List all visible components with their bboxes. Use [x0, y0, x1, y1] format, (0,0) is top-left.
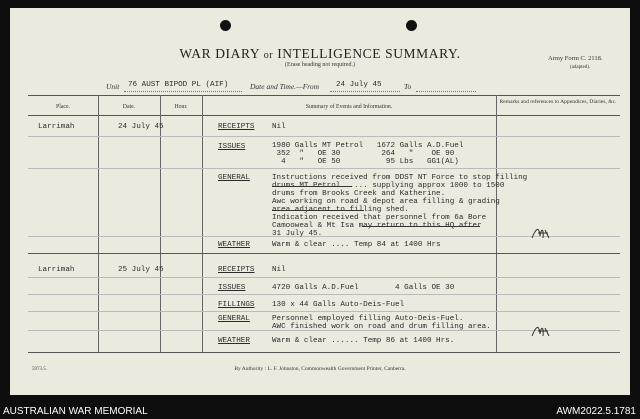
issues-label: ISSUES: [218, 143, 246, 151]
general-line-4: Awc working on road & depot area filling & grading: [272, 198, 500, 206]
date-to-label: To: [404, 82, 412, 91]
fillings-label: FILLINGS: [218, 301, 255, 309]
general-line-2: AWC finished work on road and drum filling area.: [272, 323, 491, 331]
general-label: GENERAL: [218, 315, 250, 323]
issues-label: ISSUES: [218, 284, 246, 292]
weather-label: WEATHER: [218, 337, 250, 345]
general-line-3: drums from Brooks Creek and Katherine.: [272, 190, 446, 198]
printer-authority: By Authority : L. F. Johnston, Commonwealth Government Printer, Canberra.: [234, 366, 406, 372]
general-line-6: Indication received that personnel from 6a Bore: [272, 214, 487, 222]
unit-label: Unit: [106, 82, 120, 91]
issues-line-1: 1980 Galls MT Petrol 1672 Galls A.D.Fuel: [272, 142, 464, 150]
form-code: 5973.5.: [32, 367, 47, 372]
column-remarks: Remarks and references to Appendices, Diaries, &c.: [499, 99, 617, 105]
issues-line-3: 4 " OE 50 95 Lbs GG1(AL): [272, 158, 459, 166]
weather-text: Warm & clear ...... Temp 86 at 1400 Hrs.: [272, 337, 455, 345]
general-label: GENERAL: [218, 174, 250, 182]
war-diary-sheet: [10, 8, 630, 395]
entry-place: Larrimah: [38, 266, 75, 274]
issues-line-2: 352 " OE 30 264 " OE 90: [272, 150, 455, 158]
weather-label: WEATHER: [218, 241, 250, 249]
receipts-text: Nil: [272, 266, 286, 274]
punch-hole-right: [406, 20, 417, 31]
issues-text: 4720 Galls A.D.Fuel 4 Galls OE 30: [272, 284, 455, 292]
column-place: Place.: [55, 104, 70, 110]
general-line-8: 31 July 45.: [272, 230, 323, 238]
column-summary: Summary of Events and Information.: [305, 104, 393, 110]
general-line-1: Personnel employed filling Auto-Deis-Fuel.: [272, 315, 464, 323]
receipts-text: Nil: [272, 123, 286, 131]
general-line-7: Camooweal & Mt Isa may return to this HQ after: [272, 222, 482, 230]
form-number: Army Form C. 2118.: [548, 55, 603, 62]
date-label: Date and Time.—From: [250, 82, 320, 91]
page-title: WAR DIARY or INTELLIGENCE SUMMARY.: [179, 46, 461, 61]
receipts-label: RECEIPTS: [218, 266, 255, 274]
archive-caption: AUSTRALIAN WAR MEMORIAL: [3, 406, 148, 417]
signature-icon: [530, 224, 552, 242]
form-note: (adapted).: [570, 65, 591, 70]
punch-hole-left: [220, 20, 231, 31]
title-subtitle: (Erase heading not required.): [285, 62, 355, 68]
receipts-label: RECEIPTS: [218, 123, 255, 131]
accession-number: AWM2022.5.1781: [556, 406, 636, 417]
column-date: Date.: [122, 104, 136, 110]
column-hour: Hour.: [174, 104, 188, 110]
entry-place: Larrimah: [38, 123, 75, 131]
entry-date: 24 July 45: [118, 123, 164, 131]
entry-date: 25 July 45: [118, 266, 164, 274]
weather-text: Warm & clear .... Temp 84 at 1400 Hrs: [272, 241, 441, 249]
general-line-2: drums MT Petrol ..... supplying approx 1000 to 1500: [272, 182, 505, 190]
date-from: 24 July 45: [336, 81, 382, 89]
unit-value: 76 AUST BIPOD PL (AIF): [128, 81, 229, 89]
general-line-5: area adjacent to filling shed.: [272, 206, 409, 214]
general-line-1: Instructions received from DDST NT Force to stop filling: [272, 174, 528, 182]
fillings-text: 130 x 44 Galls Auto-Deis-Fuel: [272, 301, 405, 309]
signature-icon: [530, 322, 552, 340]
